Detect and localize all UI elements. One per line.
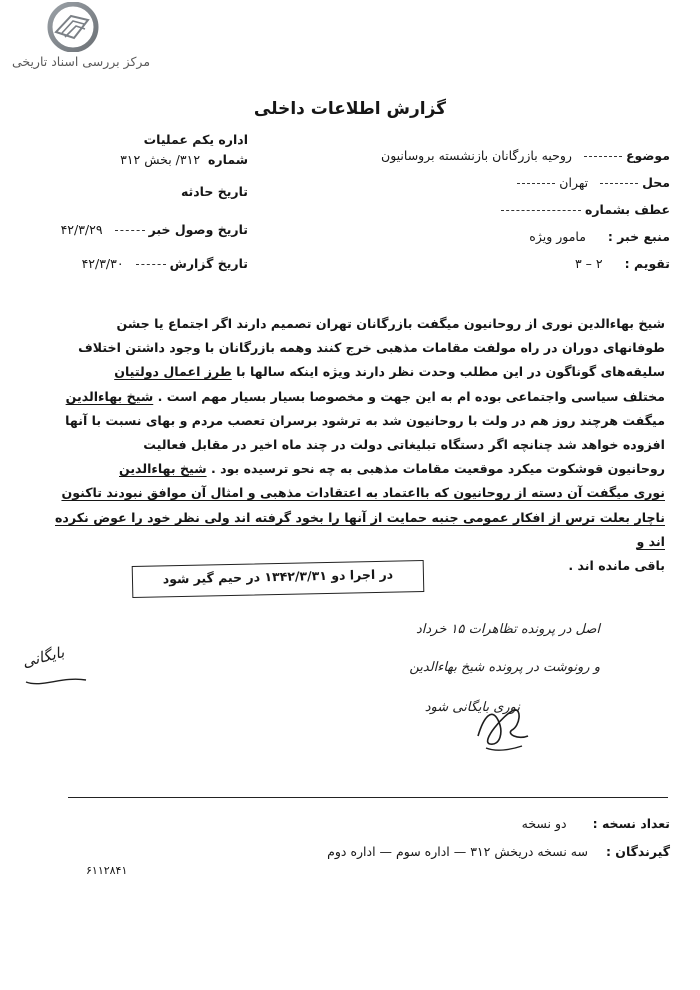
report-title: گزارش اطلاعات داخلی — [253, 99, 447, 119]
receipt-stamp — [132, 560, 425, 598]
body-line — [55, 385, 665, 409]
incident-date-row — [58, 184, 248, 199]
body-line: باقی مانده اند . — [568, 558, 665, 574]
subject-label: موضوع — [625, 148, 670, 163]
body-line: شیخ بهاءالدین نوری از روحانیون میگفت بازرگانان تهران تصمیم دارند اگر اجتماع یا جشن — [116, 316, 665, 331]
note-line-3: نوری بایگانی شود — [424, 700, 520, 715]
place-row — [370, 175, 670, 190]
body-line: طوفانهای دوران در راه مولفت مقامات مذهبی خرج کنند وهمه بازرگانان با وجود داشتن اختلاف — [78, 340, 665, 356]
recipients-label: گیرندگان : — [605, 844, 670, 859]
margin-underline — [22, 670, 92, 692]
body-line: نوری میگفت آن دسته از روحانیون که بااعتماد به اعتقادات مذهبی و امثال آن موافق نبودند تاکنون — [61, 485, 665, 501]
copies-label: تعداد نسخه : — [592, 816, 670, 831]
source-value: مامور ویژه — [529, 229, 586, 244]
department-line: اداره یکم عملیات — [143, 132, 248, 147]
subject-row — [370, 148, 670, 163]
underlined-text: طرز اعمال دولتیان — [114, 364, 232, 380]
copies-row — [370, 816, 670, 831]
grade-row — [370, 256, 670, 271]
footer-rule — [68, 797, 668, 798]
number-row — [58, 152, 248, 167]
underlined-text: شیخ بهاءالدین — [65, 388, 154, 404]
body-text: مختلف سیاسی واجتماعی بوده ام به این جهت و مخصوصا بسیار بسیار مهم است . — [153, 388, 665, 404]
recipients-row — [220, 844, 670, 859]
report-body — [55, 312, 665, 578]
copies-value: دو نسخه — [521, 816, 567, 831]
underlined-text: شیخ بهاءالدین — [119, 461, 207, 477]
grade-value: ۲ – ۳ — [574, 256, 603, 271]
report-date-label: تاریخ گزارش — [169, 256, 248, 271]
place-label: محل — [642, 175, 670, 190]
body-line — [55, 457, 665, 481]
signature-icon — [470, 696, 534, 756]
note-line-1: اصل در پرونده تظاهرات ۱۵ خرداد — [415, 622, 600, 637]
number-label: شماره — [208, 152, 248, 167]
receipt-date-row — [58, 222, 248, 237]
body-line: میگفت هرچند روز هم در ولت با روحانیون شد به ترشود برسران تعصب مردم و بهای نسبت با آنها — [65, 412, 665, 428]
source-label: منبع خبر : — [607, 229, 670, 244]
place-value: تهران — [559, 175, 589, 190]
body-text: سلیقه‌های گوناگون در این مطلب وحدت نظر دارند ویژه اینکه سالها با — [231, 364, 665, 380]
body-text: روحانیون قوشکوت میکرد موقعیت مقامات مذهبی به چه نحو ترسیده بود . — [206, 461, 665, 477]
body-line — [55, 360, 665, 384]
body-line: افزوده خواهد شد چنانچه اگر دستگاه تبلیغاتی دولت در چند ماه اخیر در مقابل فعالیت — [143, 437, 665, 453]
body-line: ناچار بعلت ترس از افکار عمومی جنبه حمایت از آنها را بخود گرفته اند ولی نظر خود را عوض نکرده اند و — [55, 509, 665, 549]
subject-value: روحیه بازرگانان بازنشسته بروسانیون — [381, 148, 572, 163]
department-row — [58, 132, 248, 147]
report-date-row — [58, 256, 248, 271]
margin-note: بایگانی — [20, 643, 66, 671]
grade-label: تقویم : — [624, 256, 670, 271]
document-number: ۶۱۱۲۸۴۱ — [86, 864, 128, 877]
reference-row — [370, 202, 670, 217]
recipients-value: سه نسخه دریخش ۳۱۲ — اداره سوم — اداره دوم — [327, 844, 588, 859]
receipt-date-value: ۴۲/۳/۲۹ — [60, 222, 103, 237]
stamp-text: در اجرا دو ۱۳۴۲/۳/۳۱ در حیم گیر شود — [162, 566, 394, 587]
receipt-date-label: تاریخ وصول خبر — [148, 222, 248, 237]
source-row — [370, 229, 670, 244]
archive-name: مرکز بررسی اسناد تاریخی — [11, 54, 151, 69]
note-line-2: و رونوشت در پرونده شیخ بهاءالدین — [409, 660, 600, 675]
reference-label: عطف بشماره — [584, 202, 670, 217]
number-value: ۳۱۲/ بخش ۳۱۲ — [120, 152, 201, 167]
report-date-value: ۴۲/۳/۳۰ — [81, 256, 124, 271]
archive-logo-icon — [38, 2, 108, 52]
incident-date-label: تاریخ حادثه — [180, 184, 248, 199]
